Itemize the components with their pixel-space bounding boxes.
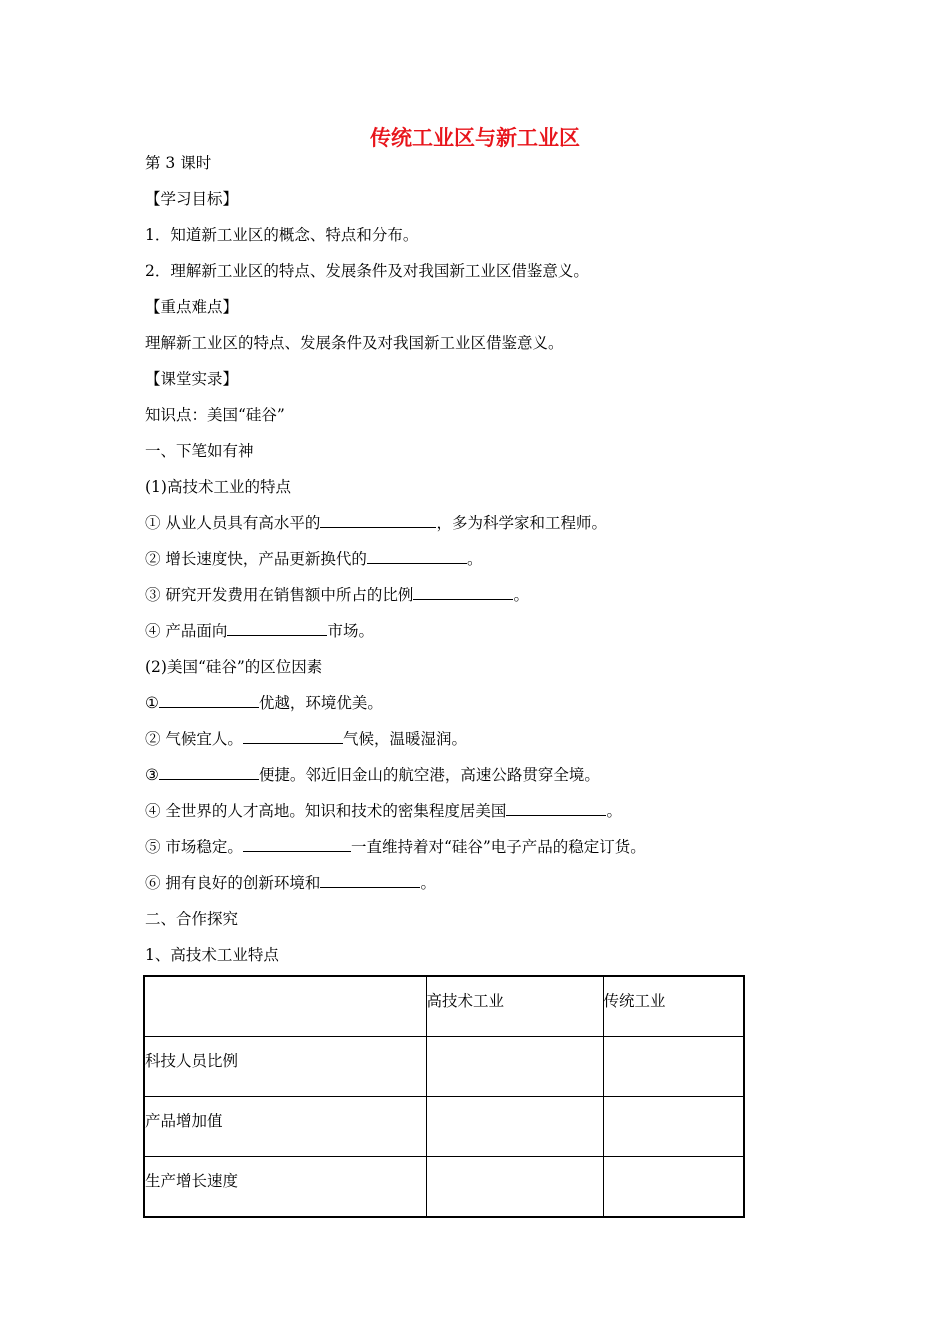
table-row-label: 科技人员比例 [144, 1037, 426, 1097]
item-prefix: ③ [145, 766, 159, 784]
section-heading: 一、下笔如有神 [145, 442, 254, 460]
answer-blank[interactable] [227, 621, 327, 636]
answer-blank[interactable] [320, 513, 436, 528]
table-row-label: 产品增加值 [144, 1097, 426, 1157]
item-prefix: ⑥ 拥有良好的创新环境和 [145, 874, 321, 892]
item-suffix: 。 [513, 586, 529, 604]
fill-blank-item [145, 729, 467, 749]
subsection-heading: (1)高技术工业的特点 [145, 478, 291, 496]
table-row [144, 1037, 744, 1097]
table-cell[interactable] [603, 1037, 744, 1097]
fill-blank-item [145, 549, 482, 569]
fill-blank-item [145, 693, 383, 713]
item-prefix: ④ 产品面向 [145, 622, 228, 640]
answer-blank[interactable] [243, 837, 351, 852]
table-header-row [144, 976, 744, 1037]
table-row [144, 1097, 744, 1157]
page-title: 传统工业区与新工业区 [370, 125, 580, 150]
lesson-label: 第 3 课时 [145, 154, 212, 172]
answer-blank[interactable] [159, 693, 259, 708]
table-row-label: 生产增长速度 [144, 1157, 426, 1218]
classroom-heading: 【课堂实录】 [145, 370, 239, 388]
item-suffix: 市场。 [327, 622, 374, 640]
answer-blank[interactable] [367, 549, 467, 564]
table-header-cell: 高技术工业 [426, 976, 603, 1037]
knowledge-point: 知识点：美国“硅谷” [145, 406, 285, 424]
item-prefix: ② 气候宜人。 [145, 730, 243, 748]
item-suffix: 。 [420, 874, 436, 892]
keypoints-text: 理解新工业区的特点、发展条件及对我国新工业区借鉴意义。 [145, 334, 564, 352]
table-cell[interactable] [426, 1097, 603, 1157]
table-cell[interactable] [603, 1157, 744, 1218]
fill-blank-item [145, 585, 529, 605]
item-suffix: 。 [606, 802, 622, 820]
fill-blank-item [145, 621, 374, 641]
answer-blank[interactable] [506, 801, 606, 816]
section-heading: 二、合作探究 [145, 910, 239, 928]
item-suffix: 气候，温暖湿润。 [342, 730, 467, 748]
fill-blank-item [145, 873, 436, 893]
item-prefix: ② 增长速度快，产品更新换代的 [145, 550, 367, 568]
table-row [144, 1157, 744, 1218]
fill-blank-item [145, 765, 600, 785]
subsection-heading: 1、高技术工业特点 [145, 946, 279, 964]
item-prefix: ① [145, 694, 159, 712]
objective-item: 2．理解新工业区的特点、发展条件及对我国新工业区借鉴意义。 [145, 262, 589, 280]
item-suffix: 便捷。邻近旧金山的航空港，高速公路贯穿全境。 [258, 766, 600, 784]
comparison-table [143, 975, 745, 1218]
keypoints-heading: 【重点难点】 [145, 298, 239, 316]
item-prefix: ① 从业人员具有高水平的 [145, 514, 321, 532]
table-cell[interactable] [426, 1157, 603, 1218]
answer-blank[interactable] [159, 765, 259, 780]
objectives-heading: 【学习目标】 [145, 190, 239, 208]
table-cell[interactable] [426, 1037, 603, 1097]
table-header-cell [144, 976, 426, 1037]
answer-blank[interactable] [413, 585, 513, 600]
subsection-heading: (2)美国“硅谷”的区位因素 [145, 658, 323, 676]
objective-item: 1．知道新工业区的概念、特点和分布。 [145, 226, 419, 244]
item-suffix: ，多为科学家和工程师。 [436, 514, 607, 532]
fill-blank-item [145, 837, 646, 857]
item-prefix: ④ 全世界的人才高地。知识和技术的密集程度居美国 [145, 802, 507, 820]
fill-blank-item [145, 801, 622, 821]
item-suffix: 优越，环境优美。 [258, 694, 383, 712]
answer-blank[interactable] [320, 873, 420, 888]
table-cell[interactable] [603, 1097, 744, 1157]
item-prefix: ③ 研究开发费用在销售额中所占的比例 [145, 586, 414, 604]
item-suffix: 。 [466, 550, 483, 568]
table-header-cell: 传统工业 [603, 976, 744, 1037]
fill-blank-item [145, 513, 607, 533]
item-suffix: 一直维持着对“硅谷”电子产品的稳定订货。 [350, 838, 646, 856]
answer-blank[interactable] [243, 729, 343, 744]
item-prefix: ⑤ 市场稳定。 [145, 838, 243, 856]
